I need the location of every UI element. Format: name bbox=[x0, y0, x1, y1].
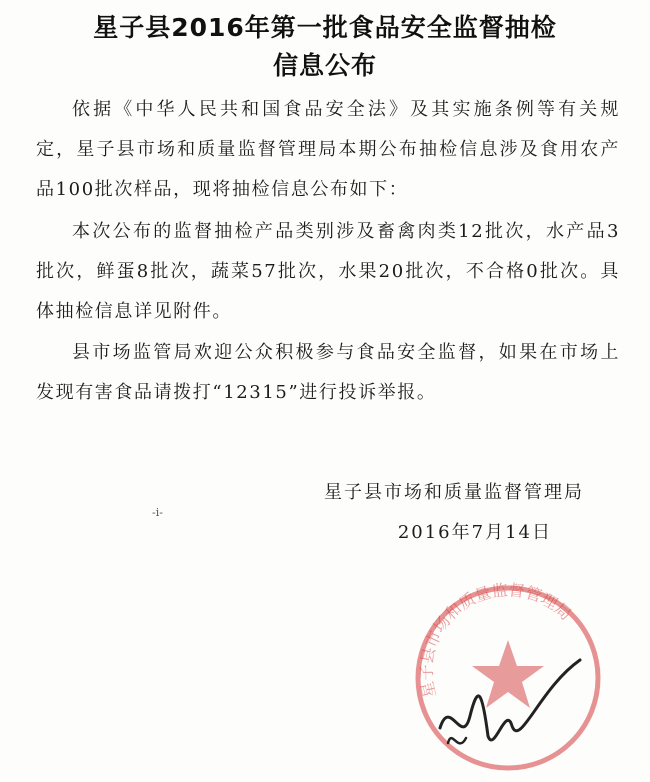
document-title-line-2: 信息公布 bbox=[272, 51, 377, 80]
body-paragraph-3: 县市场监管局欢迎公众积极参与食品安全监督，如果在市场上发现有害食品请拨打“12315”进行投诉举报。 bbox=[36, 342, 620, 403]
signature-organization: 星子县市场和质量监督管理局 bbox=[324, 482, 584, 503]
signature-stroke-icon bbox=[448, 738, 466, 743]
seal-star bbox=[472, 640, 544, 708]
official-seal-stamp bbox=[408, 578, 608, 778]
signature-date: 2016年7月14日 bbox=[397, 522, 552, 543]
body-paragraph-2: 本次公布的监督抽检产品类别涉及畜禽肉类12批次，水产品3批次，鲜蛋8批次，蔬菜57批次，水果20批次，不合格0批次。具体抽检信息详见附件。 bbox=[36, 221, 620, 322]
seal-text: 星子县市场和质量监督管理局 bbox=[416, 580, 576, 700]
body-paragraph-1: 依据《中华人民共和国食品安全法》及其实施条例等有关规定，星子县市场和质量监督管理局本期公布抽检信息涉及食用农产品100批次样品，现将抽检信息公布如下： bbox=[36, 99, 620, 200]
scan-speck: -i- bbox=[152, 506, 163, 519]
document-title-line-1: 星子县2016年第一批食品安全监督抽检 bbox=[93, 13, 557, 42]
